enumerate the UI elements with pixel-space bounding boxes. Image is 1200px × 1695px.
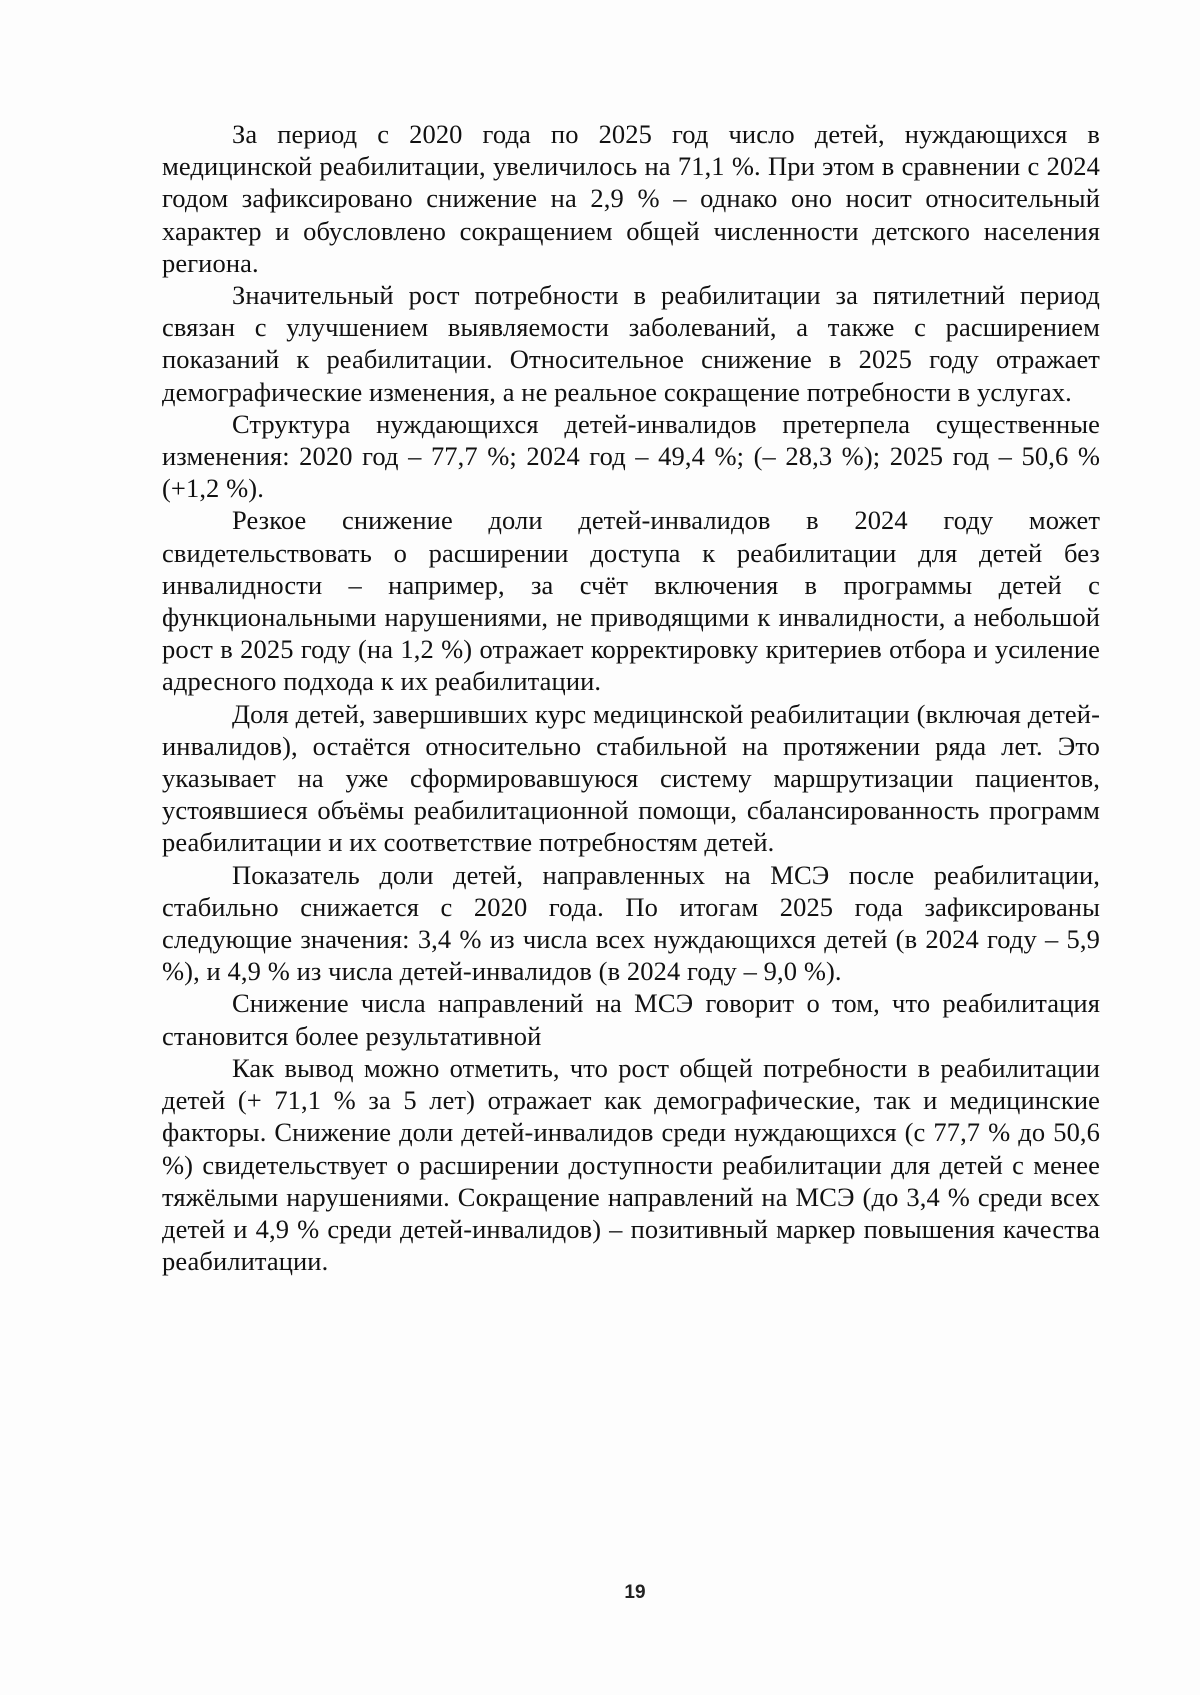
paragraph-disabled-share-drop: Резкое снижение доли детей-инвалидов в 2024 году может свидетельствовать о расширении доступа к реабилитации для детей без инвалидности – например, за счёт включения в программы детей с функциональными нарушениями, не приводящими к инвалидности, а небольшой рост в 2025 году (на 1,2 %) отражает корректировку критериев отбора и усиление адресного подхода к их реабилитации.: [162, 505, 1100, 697]
page-number: 19: [624, 1582, 646, 1603]
paragraph-growth-reasons: Значительный рост потребности в реабилитации за пятилетний период связан с улучшением выявляемости заболеваний, а также с расширением показаний к реабилитации. Относительное снижение в 2025 году отражает демографические изменения, а не реальное сокращение потребности в услугах.: [162, 280, 1100, 407]
paragraph-need-growth: За период с 2020 года по 2025 год число детей, нуждающихся в медицинской реабилитации, увеличилось на 71,1 %. При этом в сравнении с 2024 годом зафиксировано снижение на 2,9 % – однако оно носит относительный характер и обусловлено сокращением общей численности детского населения региона.: [162, 119, 1100, 278]
document-body: [162, 118, 1100, 1277]
paragraph-conclusion: Как вывод можно отметить, что рост общей потребности в реабилитации детей (+ 71,1 % за 5 лет) отражает как демографические, так и медицинские факторы. Снижение доли детей-инвалидов среди нуждающихся (с 77,7 % до 50,6 %) свидетельствует о расширении доступности реабилитации для детей с менее тяжёлыми нарушениями. Сокращение направлений на МСЭ (до 3,4 % среди всех детей и 4,9 % среди детей-инвалидов) – позитивный маркер повышения качества реабилитации.: [162, 1052, 1100, 1277]
paragraph-mse-referrals: Показатель доли детей, направленных на МСЭ после реабилитации, стабильно снижается с 2020 года. По итогам 2025 года зафиксированы следующие значения: 3,4 % из числа всех нуждающихся детей (в 2024 году – 5,9 %), и 4,9 % из числа детей-инвалидов (в 2024 году – 9,0 %).: [162, 859, 1100, 987]
paragraph-completed-course: Доля детей, завершивших курс медицинской реабилитации (включая детей-инвалидов), остаётся относительно стабильной на протяжении ряда лет. Это указывает на уже сформировавшуюся систему маршрутизации пациентов, устоявшиеся объёмы реабилитационной помощи, сбалансированность программ реабилитации и их соответствие потребностям детей.: [162, 698, 1100, 858]
paragraph-disabled-structure: Структура нуждающихся детей-инвалидов претерпела существенные изменения: 2020 год – 77,7 %; 2024 год – 49,4 %; (– 28,3 %); 2025 год – 50,6 % (+1,2 %).: [162, 408, 1100, 504]
paragraph-mse-effectiveness: Снижение числа направлений на МСЭ говорит о том, что реабилитация становится более результативной: [162, 988, 1100, 1051]
